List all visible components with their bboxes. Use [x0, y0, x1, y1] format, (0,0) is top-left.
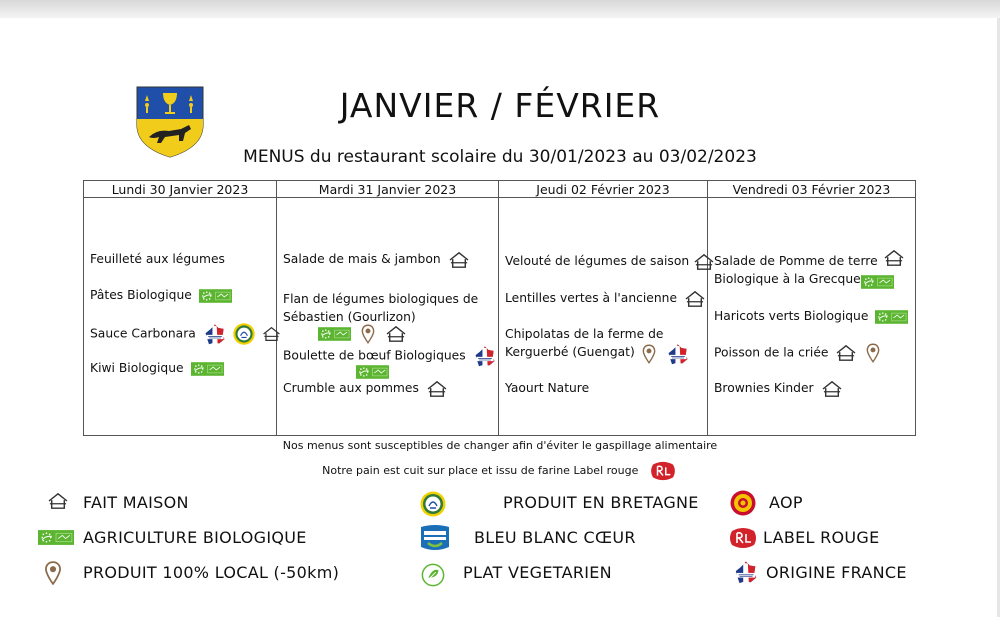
label-rouge-icon — [728, 526, 758, 550]
dish-item — [283, 379, 448, 398]
menu-table — [83, 180, 916, 436]
dish-item — [714, 307, 908, 325]
agriculture-biologique-icon — [318, 327, 351, 341]
agriculture-biologique-icon — [356, 365, 389, 379]
legend-fait-maison: FAIT MAISON — [83, 493, 189, 512]
dish-labels — [353, 362, 389, 380]
plat-vegetarien-icon — [421, 563, 445, 587]
waste-note: Nos menus sont susceptibles de changer afin d'éviter le gaspillage alimentaire — [282, 439, 718, 452]
fait-maison-icon — [426, 380, 448, 398]
legend-origine-france: ORIGINE FRANCE — [766, 563, 907, 582]
dish-name: Salade de Pomme de terre Biologique à la Grecque — [714, 254, 878, 286]
dish-name: Yaourt Nature — [505, 381, 590, 395]
legend-produit-en-bretagne: PRODUIT EN BRETAGNE — [503, 493, 699, 512]
legend-plat-vegetarien: PLAT VEGETARIEN — [463, 563, 612, 582]
dish-item — [714, 379, 843, 398]
fait-maison-icon — [684, 290, 706, 308]
dish-item — [90, 359, 224, 377]
day-header-monday: Lundi 30 Janvier 2023 — [84, 181, 277, 198]
legend-bleu-blanc-coeur: BLEU BLANC CŒUR — [474, 528, 636, 547]
dish-item — [90, 250, 225, 268]
origine-france-icon — [733, 559, 759, 585]
fait-maison-icon — [835, 344, 857, 362]
dish-item — [505, 379, 589, 397]
fait-maison-icon — [883, 249, 905, 267]
fait-maison-icon — [385, 325, 407, 343]
dish-name: Feuilleté aux légumes — [90, 252, 225, 266]
dish-name: Haricots verts Biologique — [714, 309, 869, 323]
day-column-monday — [84, 198, 277, 436]
agriculture-biologique-icon — [875, 310, 908, 324]
dish-item — [505, 289, 706, 308]
dish-name: Brownies Kinder — [714, 381, 814, 395]
produit-local-icon — [361, 324, 375, 344]
legend-agriculture-biologique: AGRICULTURE BIOLOGIQUE — [83, 528, 307, 547]
produit-local-icon — [44, 561, 62, 585]
fait-maison-icon — [448, 251, 470, 269]
produit-en-bretagne-icon — [232, 322, 256, 346]
dish-labels — [858, 272, 894, 290]
fait-maison-icon — [821, 380, 843, 398]
bread-note — [300, 460, 700, 482]
produit-local-icon — [866, 343, 880, 363]
fait-maison-icon — [47, 492, 69, 510]
aop-icon — [729, 489, 757, 517]
day-header-tuesday: Mardi 31 Janvier 2023 — [277, 181, 499, 198]
day-column-tuesday — [277, 198, 499, 436]
day-column-friday — [708, 198, 916, 436]
dish-labels — [639, 342, 690, 366]
dish-name: Pâtes Biologique — [90, 288, 192, 302]
dish-labels — [880, 248, 905, 267]
legend-produit-local: PRODUIT 100% LOCAL (-50km) — [83, 563, 340, 582]
window-top-bar — [0, 0, 1000, 18]
dish-name: Chipolatas de la ferme de Kerguerbé (Guengat) — [505, 327, 664, 359]
day-header-thursday: Jeudi 02 Février 2023 — [499, 181, 708, 198]
legend-aop: AOP — [769, 493, 803, 512]
dish-name: Sauce Carbonara — [90, 326, 196, 341]
agriculture-biologique-icon — [191, 362, 224, 376]
produit-en-bretagne-icon — [419, 490, 447, 518]
origine-france-icon — [666, 342, 690, 366]
dish-item — [90, 286, 232, 304]
dish-item — [283, 344, 497, 368]
page-title: JANVIER / FÉVRIER — [339, 86, 661, 125]
dish-name: Salade de mais & jambon — [283, 252, 441, 266]
dish-name: Flan de légumes biologiques de Sébastien (Gourlizon) — [283, 292, 479, 324]
menu-date-range: MENUS du restaurant scolaire du 30/01/2023 au 03/02/2023 — [243, 147, 757, 167]
dish-name: Boulette de bœuf Biologiques — [283, 348, 466, 363]
dish-labels — [315, 324, 407, 344]
legend-label-rouge: LABEL ROUGE — [763, 528, 880, 547]
dish-name: Lentilles vertes à l'ancienne — [505, 291, 678, 305]
produit-local-icon — [642, 344, 656, 364]
label-rouge-icon — [648, 460, 678, 482]
agriculture-biologique-icon — [861, 275, 894, 289]
dish-item — [714, 343, 880, 363]
dish-item — [283, 290, 483, 326]
bread-note-text: Notre pain est cuit sur place et issu de farine Label rouge — [322, 464, 639, 477]
bleu-blanc-coeur-icon — [418, 523, 452, 553]
agriculture-biologique-icon — [199, 289, 232, 303]
day-header-friday: Vendredi 03 Février 2023 — [708, 181, 916, 198]
dish-name: Velouté de légumes de saison — [505, 254, 690, 268]
origine-france-icon — [473, 344, 497, 368]
dish-item — [505, 252, 715, 271]
day-column-thursday — [499, 198, 708, 436]
dish-item — [283, 250, 470, 269]
dish-name: Crumble aux pommes — [283, 381, 419, 395]
dish-name: Kiwi Biologique — [90, 361, 184, 375]
dish-item — [90, 322, 281, 346]
origine-france-icon — [203, 322, 227, 346]
dish-name: Poisson de la criée — [714, 345, 829, 360]
agriculture-biologique-icon — [38, 530, 74, 545]
